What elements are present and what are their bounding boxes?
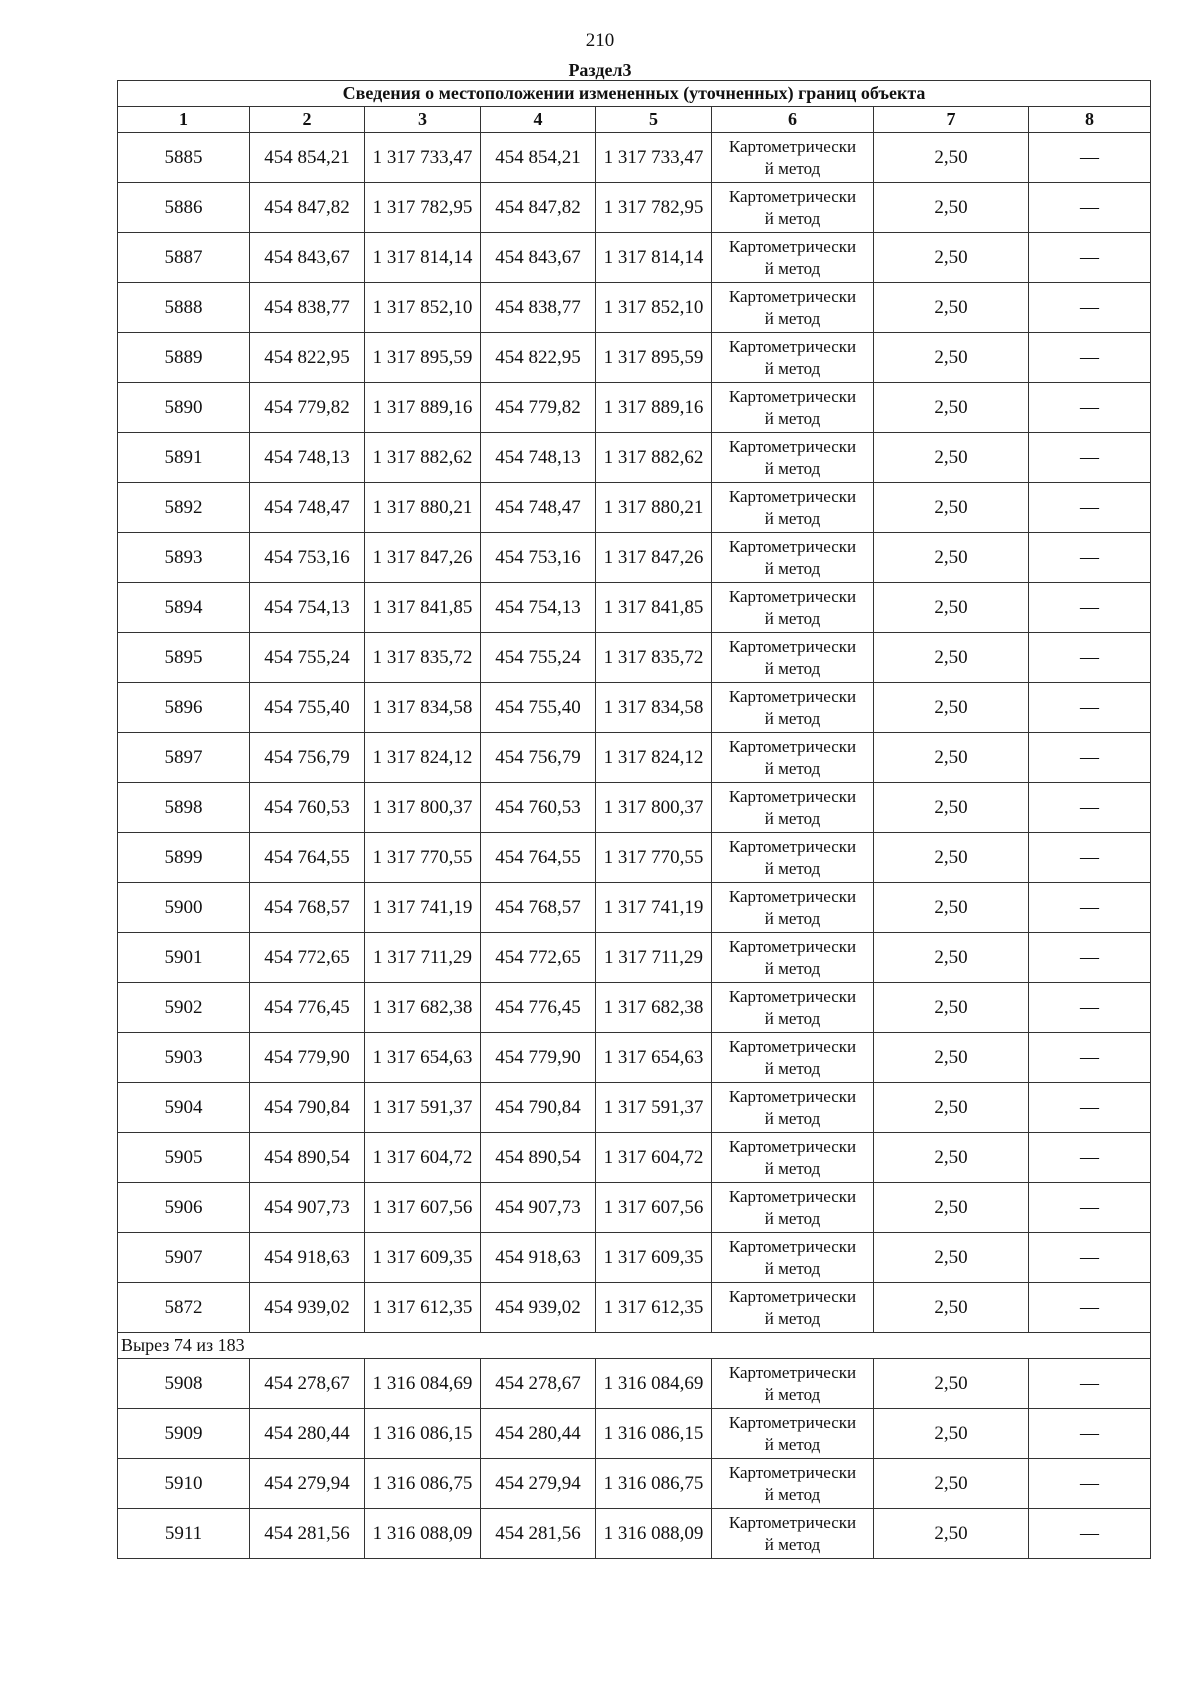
table-row <box>118 433 1151 483</box>
new-y-cell: 1 317 841,85 <box>596 583 712 633</box>
description-cell: — <box>1029 1283 1151 1333</box>
description-cell: — <box>1029 633 1151 683</box>
point-number-cell: 5905 <box>118 1133 250 1183</box>
old-y-cell: 1 316 086,15 <box>365 1409 481 1459</box>
old-y-cell: 1 317 814,14 <box>365 233 481 283</box>
old-x-cell: 454 790,84 <box>250 1083 365 1133</box>
old-y-cell: 1 317 612,35 <box>365 1283 481 1333</box>
point-number-cell: 5902 <box>118 983 250 1033</box>
point-number-cell: 5907 <box>118 1233 250 1283</box>
old-x-cell: 454 278,67 <box>250 1359 365 1409</box>
old-y-cell: 1 317 682,38 <box>365 983 481 1033</box>
accuracy-cell: 2,50 <box>874 1509 1029 1559</box>
description-cell: — <box>1029 283 1151 333</box>
old-x-cell: 454 760,53 <box>250 783 365 833</box>
boundary-table <box>117 80 1151 1559</box>
accuracy-cell: 2,50 <box>874 283 1029 333</box>
old-x-cell: 454 772,65 <box>250 933 365 983</box>
point-number-cell: 5906 <box>118 1183 250 1233</box>
new-x-cell: 454 843,67 <box>481 233 596 283</box>
description-cell: — <box>1029 183 1151 233</box>
old-y-cell: 1 317 711,29 <box>365 933 481 983</box>
old-y-cell: 1 316 086,75 <box>365 1459 481 1509</box>
description-cell: — <box>1029 1459 1151 1509</box>
point-number-cell: 5896 <box>118 683 250 733</box>
method-cell: Картометрически й метод <box>712 383 874 433</box>
new-y-cell: 1 316 088,09 <box>596 1509 712 1559</box>
table-row <box>118 1183 1151 1233</box>
table-row <box>118 933 1151 983</box>
method-cell: Картометрически й метод <box>712 1233 874 1283</box>
accuracy-cell: 2,50 <box>874 1133 1029 1183</box>
old-x-cell: 454 776,45 <box>250 983 365 1033</box>
method-cell: Картометрически й метод <box>712 1409 874 1459</box>
new-y-cell: 1 317 847,26 <box>596 533 712 583</box>
point-number-cell: 5872 <box>118 1283 250 1333</box>
old-y-cell: 1 317 895,59 <box>365 333 481 383</box>
point-number-cell: 5895 <box>118 633 250 683</box>
accuracy-cell: 2,50 <box>874 633 1029 683</box>
description-cell: — <box>1029 1509 1151 1559</box>
table-row <box>118 883 1151 933</box>
accuracy-cell: 2,50 <box>874 1083 1029 1133</box>
old-y-cell: 1 317 607,56 <box>365 1183 481 1233</box>
point-number-cell: 5904 <box>118 1083 250 1133</box>
new-x-cell: 454 280,44 <box>481 1409 596 1459</box>
table-row <box>118 1509 1151 1559</box>
new-x-cell: 454 847,82 <box>481 183 596 233</box>
description-cell: — <box>1029 733 1151 783</box>
new-y-cell: 1 317 852,10 <box>596 283 712 333</box>
old-y-cell: 1 317 654,63 <box>365 1033 481 1083</box>
column-number-6: 6 <box>712 107 874 133</box>
old-x-cell: 454 918,63 <box>250 1233 365 1283</box>
old-x-cell: 454 854,21 <box>250 133 365 183</box>
new-x-cell: 454 918,63 <box>481 1233 596 1283</box>
table-row <box>118 1233 1151 1283</box>
table-row <box>118 683 1151 733</box>
description-cell: — <box>1029 133 1151 183</box>
old-y-cell: 1 317 733,47 <box>365 133 481 183</box>
point-number-cell: 5908 <box>118 1359 250 1409</box>
old-y-cell: 1 317 841,85 <box>365 583 481 633</box>
method-cell: Картометрически й метод <box>712 1083 874 1133</box>
old-x-cell: 454 907,73 <box>250 1183 365 1233</box>
accuracy-cell: 2,50 <box>874 583 1029 633</box>
point-number-cell: 5886 <box>118 183 250 233</box>
new-y-cell: 1 317 882,62 <box>596 433 712 483</box>
new-y-cell: 1 317 682,38 <box>596 983 712 1033</box>
new-x-cell: 454 854,21 <box>481 133 596 183</box>
old-x-cell: 454 755,40 <box>250 683 365 733</box>
description-cell: — <box>1029 983 1151 1033</box>
accuracy-cell: 2,50 <box>874 1033 1029 1083</box>
table-row <box>118 133 1151 183</box>
group-header-row <box>118 1333 1151 1359</box>
new-x-cell: 454 748,47 <box>481 483 596 533</box>
description-cell: — <box>1029 933 1151 983</box>
column-number-row <box>118 107 1151 133</box>
old-x-cell: 454 779,82 <box>250 383 365 433</box>
new-y-cell: 1 316 086,75 <box>596 1459 712 1509</box>
old-y-cell: 1 317 847,26 <box>365 533 481 583</box>
description-cell: — <box>1029 483 1151 533</box>
accuracy-cell: 2,50 <box>874 983 1029 1033</box>
description-cell: — <box>1029 383 1151 433</box>
old-y-cell: 1 317 591,37 <box>365 1083 481 1133</box>
new-y-cell: 1 317 591,37 <box>596 1083 712 1133</box>
table-row <box>118 1459 1151 1509</box>
point-number-cell: 5910 <box>118 1459 250 1509</box>
new-x-cell: 454 756,79 <box>481 733 596 783</box>
method-cell: Картометрически й метод <box>712 983 874 1033</box>
new-x-cell: 454 907,73 <box>481 1183 596 1233</box>
point-number-cell: 5899 <box>118 833 250 883</box>
old-x-cell: 454 281,56 <box>250 1509 365 1559</box>
description-cell: — <box>1029 1359 1151 1409</box>
accuracy-cell: 2,50 <box>874 1183 1029 1233</box>
description-cell: — <box>1029 583 1151 633</box>
column-number-7: 7 <box>874 107 1029 133</box>
column-number-4: 4 <box>481 107 596 133</box>
old-y-cell: 1 317 880,21 <box>365 483 481 533</box>
new-x-cell: 454 278,67 <box>481 1359 596 1409</box>
accuracy-cell: 2,50 <box>874 433 1029 483</box>
new-y-cell: 1 317 800,37 <box>596 783 712 833</box>
point-number-cell: 5889 <box>118 333 250 383</box>
description-cell: — <box>1029 233 1151 283</box>
old-x-cell: 454 755,24 <box>250 633 365 683</box>
point-number-cell: 5894 <box>118 583 250 633</box>
old-x-cell: 454 280,44 <box>250 1409 365 1459</box>
point-number-cell: 5903 <box>118 1033 250 1083</box>
new-y-cell: 1 317 835,72 <box>596 633 712 683</box>
column-number-3: 3 <box>365 107 481 133</box>
new-y-cell: 1 316 084,69 <box>596 1359 712 1409</box>
method-cell: Картометрически й метод <box>712 933 874 983</box>
description-cell: — <box>1029 1133 1151 1183</box>
old-x-cell: 454 756,79 <box>250 733 365 783</box>
old-y-cell: 1 317 609,35 <box>365 1233 481 1283</box>
table-row <box>118 383 1151 433</box>
point-number-cell: 5885 <box>118 133 250 183</box>
table-caption: Сведения о местоположении измененных (уточненных) границ объекта <box>118 81 1151 107</box>
old-y-cell: 1 317 782,95 <box>365 183 481 233</box>
description-cell: — <box>1029 1083 1151 1133</box>
new-x-cell: 454 768,57 <box>481 883 596 933</box>
new-y-cell: 1 317 770,55 <box>596 833 712 883</box>
accuracy-cell: 2,50 <box>874 783 1029 833</box>
new-x-cell: 454 281,56 <box>481 1509 596 1559</box>
table-body <box>118 133 1151 1559</box>
old-y-cell: 1 317 824,12 <box>365 733 481 783</box>
old-y-cell: 1 317 741,19 <box>365 883 481 933</box>
new-x-cell: 454 779,82 <box>481 383 596 433</box>
description-cell: — <box>1029 1233 1151 1283</box>
old-x-cell: 454 748,13 <box>250 433 365 483</box>
accuracy-cell: 2,50 <box>874 233 1029 283</box>
new-x-cell: 454 764,55 <box>481 833 596 883</box>
old-y-cell: 1 317 834,58 <box>365 683 481 733</box>
group-label: Вырез 74 из 183 <box>118 1333 1151 1359</box>
method-cell: Картометрически й метод <box>712 1359 874 1409</box>
table-row <box>118 1133 1151 1183</box>
method-cell: Картометрически й метод <box>712 633 874 683</box>
old-x-cell: 454 764,55 <box>250 833 365 883</box>
table-caption-row <box>118 81 1151 107</box>
description-cell: — <box>1029 683 1151 733</box>
old-y-cell: 1 317 770,55 <box>365 833 481 883</box>
accuracy-cell: 2,50 <box>874 833 1029 883</box>
method-cell: Картометрически й метод <box>712 1509 874 1559</box>
accuracy-cell: 2,50 <box>874 133 1029 183</box>
old-x-cell: 454 847,82 <box>250 183 365 233</box>
table-row <box>118 1033 1151 1083</box>
old-x-cell: 454 279,94 <box>250 1459 365 1509</box>
method-cell: Картометрически й метод <box>712 1033 874 1083</box>
new-x-cell: 454 779,90 <box>481 1033 596 1083</box>
new-x-cell: 454 822,95 <box>481 333 596 383</box>
new-x-cell: 454 776,45 <box>481 983 596 1033</box>
new-y-cell: 1 317 612,35 <box>596 1283 712 1333</box>
description-cell: — <box>1029 533 1151 583</box>
old-x-cell: 454 890,54 <box>250 1133 365 1183</box>
old-y-cell: 1 317 889,16 <box>365 383 481 433</box>
old-y-cell: 1 316 084,69 <box>365 1359 481 1409</box>
old-x-cell: 454 748,47 <box>250 483 365 533</box>
new-y-cell: 1 317 654,63 <box>596 1033 712 1083</box>
accuracy-cell: 2,50 <box>874 333 1029 383</box>
new-x-cell: 454 939,02 <box>481 1283 596 1333</box>
point-number-cell: 5892 <box>118 483 250 533</box>
new-y-cell: 1 317 604,72 <box>596 1133 712 1183</box>
old-y-cell: 1 317 800,37 <box>365 783 481 833</box>
method-cell: Картометрически й метод <box>712 133 874 183</box>
description-cell: — <box>1029 833 1151 883</box>
new-y-cell: 1 317 814,14 <box>596 233 712 283</box>
new-y-cell: 1 317 733,47 <box>596 133 712 183</box>
method-cell: Картометрически й метод <box>712 183 874 233</box>
new-y-cell: 1 317 607,56 <box>596 1183 712 1233</box>
accuracy-cell: 2,50 <box>874 483 1029 533</box>
method-cell: Картометрически й метод <box>712 783 874 833</box>
old-x-cell: 454 754,13 <box>250 583 365 633</box>
old-x-cell: 454 838,77 <box>250 283 365 333</box>
new-y-cell: 1 317 889,16 <box>596 383 712 433</box>
table-row <box>118 233 1151 283</box>
method-cell: Картометрически й метод <box>712 683 874 733</box>
accuracy-cell: 2,50 <box>874 383 1029 433</box>
accuracy-cell: 2,50 <box>874 1459 1029 1509</box>
old-y-cell: 1 316 088,09 <box>365 1509 481 1559</box>
accuracy-cell: 2,50 <box>874 1233 1029 1283</box>
description-cell: — <box>1029 783 1151 833</box>
point-number-cell: 5887 <box>118 233 250 283</box>
accuracy-cell: 2,50 <box>874 883 1029 933</box>
new-y-cell: 1 317 609,35 <box>596 1233 712 1283</box>
table-row <box>118 1359 1151 1409</box>
description-cell: — <box>1029 1033 1151 1083</box>
description-cell: — <box>1029 883 1151 933</box>
point-number-cell: 5901 <box>118 933 250 983</box>
method-cell: Картометрически й метод <box>712 1283 874 1333</box>
accuracy-cell: 2,50 <box>874 683 1029 733</box>
old-x-cell: 454 843,67 <box>250 233 365 283</box>
new-y-cell: 1 317 895,59 <box>596 333 712 383</box>
point-number-cell: 5890 <box>118 383 250 433</box>
new-x-cell: 454 754,13 <box>481 583 596 633</box>
table-row <box>118 283 1151 333</box>
accuracy-cell: 2,50 <box>874 533 1029 583</box>
new-x-cell: 454 748,13 <box>481 433 596 483</box>
new-y-cell: 1 317 880,21 <box>596 483 712 533</box>
old-x-cell: 454 768,57 <box>250 883 365 933</box>
point-number-cell: 5897 <box>118 733 250 783</box>
method-cell: Картометрически й метод <box>712 733 874 783</box>
new-x-cell: 454 790,84 <box>481 1083 596 1133</box>
method-cell: Картометрически й метод <box>712 283 874 333</box>
column-number-2: 2 <box>250 107 365 133</box>
new-y-cell: 1 317 741,19 <box>596 883 712 933</box>
method-cell: Картометрически й метод <box>712 233 874 283</box>
table-row <box>118 533 1151 583</box>
new-y-cell: 1 317 782,95 <box>596 183 712 233</box>
column-number-8: 8 <box>1029 107 1151 133</box>
column-number-5: 5 <box>596 107 712 133</box>
point-number-cell: 5888 <box>118 283 250 333</box>
point-number-cell: 5893 <box>118 533 250 583</box>
method-cell: Картометрически й метод <box>712 333 874 383</box>
new-x-cell: 454 838,77 <box>481 283 596 333</box>
table-row <box>118 633 1151 683</box>
table-row <box>118 1083 1151 1133</box>
accuracy-cell: 2,50 <box>874 1409 1029 1459</box>
column-number-1: 1 <box>118 107 250 133</box>
section-title: Раздел3 <box>568 60 632 80</box>
table-row <box>118 333 1151 383</box>
page-number: 210 <box>585 30 615 51</box>
accuracy-cell: 2,50 <box>874 183 1029 233</box>
method-cell: Картометрически й метод <box>712 1459 874 1509</box>
point-number-cell: 5911 <box>118 1509 250 1559</box>
accuracy-cell: 2,50 <box>874 733 1029 783</box>
new-y-cell: 1 317 711,29 <box>596 933 712 983</box>
point-number-cell: 5909 <box>118 1409 250 1459</box>
old-x-cell: 454 753,16 <box>250 533 365 583</box>
new-x-cell: 454 753,16 <box>481 533 596 583</box>
point-number-cell: 5898 <box>118 783 250 833</box>
old-x-cell: 454 779,90 <box>250 1033 365 1083</box>
old-y-cell: 1 317 882,62 <box>365 433 481 483</box>
table-row <box>118 1409 1151 1459</box>
new-y-cell: 1 316 086,15 <box>596 1409 712 1459</box>
method-cell: Картометрически й метод <box>712 833 874 883</box>
description-cell: — <box>1029 433 1151 483</box>
new-x-cell: 454 279,94 <box>481 1459 596 1509</box>
description-cell: — <box>1029 333 1151 383</box>
accuracy-cell: 2,50 <box>874 933 1029 983</box>
new-y-cell: 1 317 834,58 <box>596 683 712 733</box>
method-cell: Картометрически й метод <box>712 1133 874 1183</box>
table-row <box>118 583 1151 633</box>
old-x-cell: 454 939,02 <box>250 1283 365 1333</box>
table-row <box>118 1283 1151 1333</box>
new-x-cell: 454 760,53 <box>481 783 596 833</box>
table-row <box>118 983 1151 1033</box>
description-cell: — <box>1029 1409 1151 1459</box>
method-cell: Картометрически й метод <box>712 1183 874 1233</box>
method-cell: Картометрически й метод <box>712 483 874 533</box>
method-cell: Картометрически й метод <box>712 883 874 933</box>
new-y-cell: 1 317 824,12 <box>596 733 712 783</box>
table-row <box>118 483 1151 533</box>
table-row <box>118 783 1151 833</box>
new-x-cell: 454 755,40 <box>481 683 596 733</box>
method-cell: Картометрически й метод <box>712 583 874 633</box>
old-y-cell: 1 317 852,10 <box>365 283 481 333</box>
description-cell: — <box>1029 1183 1151 1233</box>
old-y-cell: 1 317 835,72 <box>365 633 481 683</box>
method-cell: Картометрически й метод <box>712 533 874 583</box>
point-number-cell: 5891 <box>118 433 250 483</box>
table-row <box>118 833 1151 883</box>
point-number-cell: 5900 <box>118 883 250 933</box>
accuracy-cell: 2,50 <box>874 1359 1029 1409</box>
table-row <box>118 183 1151 233</box>
table-row <box>118 733 1151 783</box>
new-x-cell: 454 772,65 <box>481 933 596 983</box>
new-x-cell: 454 890,54 <box>481 1133 596 1183</box>
old-x-cell: 454 822,95 <box>250 333 365 383</box>
old-y-cell: 1 317 604,72 <box>365 1133 481 1183</box>
new-x-cell: 454 755,24 <box>481 633 596 683</box>
method-cell: Картометрически й метод <box>712 433 874 483</box>
accuracy-cell: 2,50 <box>874 1283 1029 1333</box>
